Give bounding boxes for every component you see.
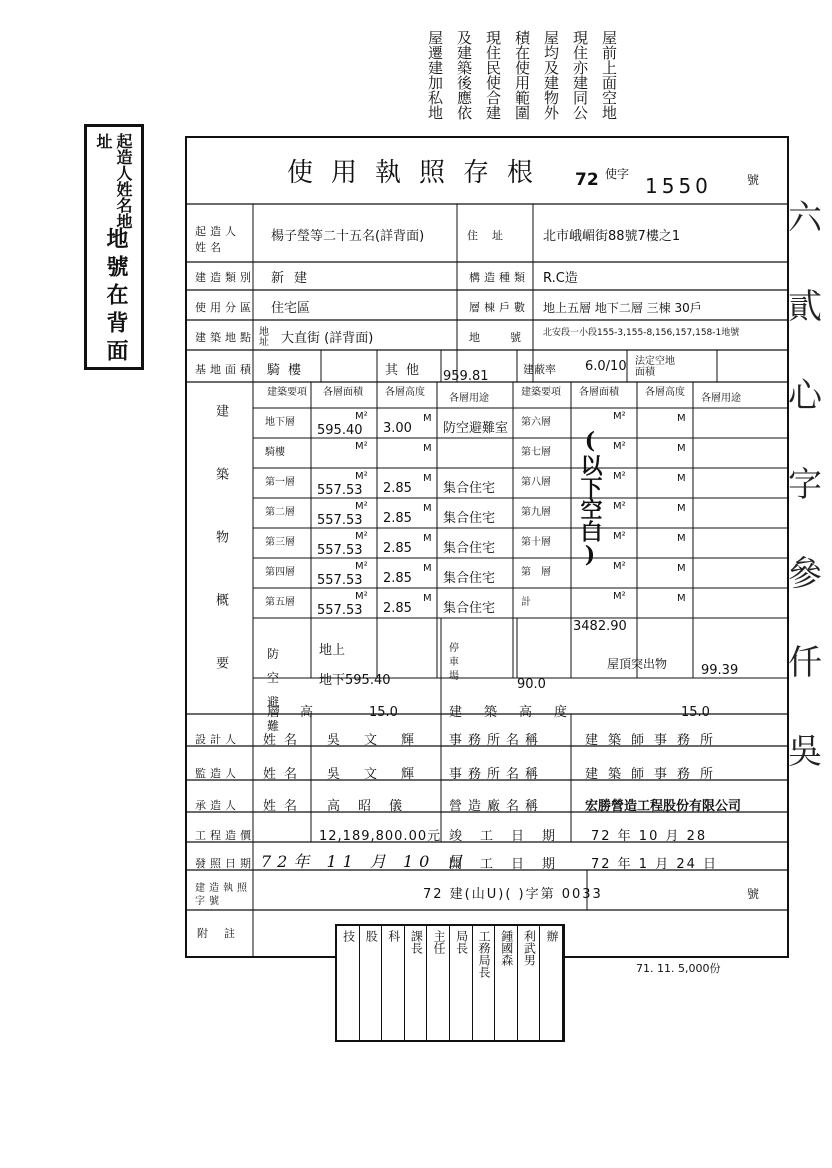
contractor-office: 宏勝營造工程股份有限公司 xyxy=(585,799,742,814)
lot-label: 地號 xyxy=(469,331,551,344)
cost-value: 12,189,800.00元 xyxy=(319,829,442,844)
owner-address-note-box xyxy=(84,124,144,370)
floor-name-2: 第 層 xyxy=(521,567,551,578)
legal-space-label: 法定空地面積 xyxy=(635,356,675,378)
lot-note: 地號在背面 xyxy=(103,227,129,367)
cost-label: 工程造價 xyxy=(195,829,255,842)
floor-name: 第一層 xyxy=(265,477,295,488)
coverage-value: 6.0/10 xyxy=(585,359,627,374)
approval-chop: 科 xyxy=(382,926,405,1040)
approval-chop: 課長 xyxy=(405,926,428,1040)
unit-m2: M² xyxy=(613,531,626,542)
header-item: 建築要項 xyxy=(267,387,307,398)
right-margin-char: 吳 xyxy=(788,732,822,772)
unit-m: M xyxy=(423,473,432,484)
issue-label: 發照日期 xyxy=(195,857,255,870)
floor-area: 557.53 xyxy=(317,573,363,588)
unit-m2: M² xyxy=(613,441,626,452)
unit-m: M xyxy=(423,503,432,514)
unit-m2: M² xyxy=(613,411,626,422)
approval-chop: 股 xyxy=(360,926,383,1040)
building-summary-label: 建築物概要 xyxy=(213,404,228,719)
unit-m: M xyxy=(423,443,432,454)
permit-number: 1550 xyxy=(645,174,712,198)
other-value: 959.81 xyxy=(443,369,489,384)
floor-use: 集合住宅 xyxy=(443,571,496,586)
build-type-label: 建造類別 xyxy=(195,271,255,284)
print-note: 71. 11. 5,000份 xyxy=(636,962,721,975)
zone-label: 使用分區 xyxy=(195,301,255,314)
floor-area: 595.40 xyxy=(317,423,363,438)
designer-name-label: 姓名 xyxy=(263,733,306,748)
structure-value: R.C造 xyxy=(543,271,578,286)
approval-chop: 鍾國森 xyxy=(495,926,518,1040)
floor-name: 第二層 xyxy=(265,507,295,518)
permit-year: 72 xyxy=(575,170,599,190)
owner-label: 起造人姓名 xyxy=(195,225,240,254)
building-height-label: 建築高度 xyxy=(449,705,590,720)
start-date: 72 年 1 月 24 日 xyxy=(591,857,719,872)
unit-m: M xyxy=(677,503,686,514)
top-annotation-line: 現住民使合建 xyxy=(484,30,502,120)
floor-use: 防空避難室 xyxy=(443,421,509,436)
designer-name: 吳文輝 xyxy=(327,733,439,748)
top-annotation-lines xyxy=(296,30,620,126)
header-item-2: 建築要項 xyxy=(521,387,561,398)
approval-chop: 主任 xyxy=(427,926,450,1040)
owner-value: 楊子瑩等二十五名(詳背面) xyxy=(271,229,425,244)
site-address-value: 大直街 (詳背面) xyxy=(281,331,374,346)
floor-height: 2.85 xyxy=(383,601,412,616)
unit-m2: M² xyxy=(355,441,368,452)
supervisor-office-label: 事務所名稱 xyxy=(449,767,545,782)
unit-m2: M² xyxy=(355,501,368,512)
lot-value: 北安段一小段155-3,155-8,156,157,158-1地號 xyxy=(543,328,740,338)
building-height-value: 15.0 xyxy=(681,705,710,720)
designer-office-label: 事務所名稱 xyxy=(449,733,545,748)
riding-label: 騎樓 xyxy=(267,363,310,378)
unit-m2: M² xyxy=(613,561,626,572)
floor-name: 第五層 xyxy=(265,597,295,608)
shelter-label: 防空避難 xyxy=(267,647,280,733)
unit-m: M xyxy=(677,443,686,454)
right-margin-char: 參 xyxy=(788,554,822,594)
top-annotation-line: 積在使用範圍 xyxy=(513,30,531,120)
floor-area: 557.53 xyxy=(317,603,363,618)
floors-label: 層棟戶數 xyxy=(469,301,529,314)
coverage-label: 建蔽率 xyxy=(523,363,556,376)
approval-box xyxy=(335,924,565,1042)
floor-name: 第四層 xyxy=(265,567,295,578)
contractor-office-label: 營造廠名稱 xyxy=(449,799,545,814)
unit-m2: M² xyxy=(355,411,368,422)
build-type-value: 新建 xyxy=(271,271,318,286)
right-margin-char: 仟 xyxy=(788,643,822,683)
right-margin-char: 貳 xyxy=(788,287,822,327)
approval-chop: 局長 xyxy=(450,926,473,1040)
structure-label: 構造種類 xyxy=(469,271,529,284)
right-margin-char: 字 xyxy=(788,465,822,505)
floor-height: 2.85 xyxy=(383,571,412,586)
permit-suffix: 號 xyxy=(747,887,760,901)
permit-number-suffix: 號 xyxy=(747,173,760,187)
total-area-value: 3482.90 xyxy=(573,619,627,634)
contractor-name: 高昭儀 xyxy=(327,799,421,814)
zone-value: 住宅區 xyxy=(271,301,311,316)
unit-m2: M² xyxy=(613,471,626,482)
unit-m: M xyxy=(423,593,432,604)
designer-office: 建築師事務所 xyxy=(585,733,724,748)
header-use: 各層用途 xyxy=(449,393,489,404)
site-label: 建築地點 xyxy=(195,331,255,344)
header-height-2: 各層高度 xyxy=(645,387,685,398)
right-margin-handwriting xyxy=(788,190,828,810)
floor-use: 集合住宅 xyxy=(443,601,496,616)
approval-chop: 辦 xyxy=(540,926,563,1040)
header-height: 各層高度 xyxy=(385,387,425,398)
header-area-2: 各層面積 xyxy=(579,387,619,398)
complete-label: 竣工日期 xyxy=(449,829,574,844)
floor-height: 2.85 xyxy=(383,541,412,556)
top-annotation-line: 屋遷建加私地 xyxy=(426,30,444,120)
issue-date: 72年 11 月 10 日 xyxy=(261,852,469,871)
unit-m: M xyxy=(423,563,432,574)
floor-name: 地下層 xyxy=(265,417,295,428)
unit-m: M xyxy=(423,413,432,424)
unit-m: M xyxy=(677,473,686,484)
unit-m2: M² xyxy=(355,531,368,542)
floors-value: 地上五層 地下二層 三棟 30戶 xyxy=(543,301,702,315)
shelter-below: 地下595.40 xyxy=(319,673,391,688)
unit-m: M xyxy=(677,563,686,574)
shelter-above: 地上 xyxy=(319,643,346,658)
storey-height-label: 層高 xyxy=(267,705,334,720)
floor-height: 3.00 xyxy=(383,421,412,436)
unit-m: M xyxy=(677,593,686,604)
approval-chop: 利武男 xyxy=(518,926,541,1040)
other-label: 其他 xyxy=(385,363,428,378)
unit-m: M xyxy=(677,413,686,424)
unit-m2: M² xyxy=(613,501,626,512)
roof-label: 屋頂突出物 xyxy=(607,657,668,671)
floor-name: 騎樓 xyxy=(265,447,285,458)
complete-date: 72 年 10 月 28 xyxy=(591,829,708,844)
unit-m2: M² xyxy=(613,591,626,602)
header-area: 各層面積 xyxy=(323,387,363,398)
start-label: 開工日期 xyxy=(449,857,574,872)
unit-m2: M² xyxy=(355,471,368,482)
approval-chop: 技 xyxy=(337,926,360,1040)
supervisor-name-label: 姓名 xyxy=(263,767,306,782)
unit-m2: M² xyxy=(355,591,368,602)
top-annotation-line: 屋前上面空地 xyxy=(600,30,618,120)
storey-height-value: 15.0 xyxy=(369,705,398,720)
parking-value: 90.0 xyxy=(517,677,546,692)
base-area-label: 基地面積 xyxy=(195,363,255,376)
floor-name-2: 第六層 xyxy=(521,417,551,428)
floor-use: 集合住宅 xyxy=(443,481,496,496)
top-annotation-line: 屋均及建物外 xyxy=(542,30,560,120)
contractor-label: 承造人 xyxy=(195,799,240,812)
address-label: 住址 xyxy=(467,229,517,242)
top-annotation-line: 現住亦建同公 xyxy=(571,30,589,120)
floor-name-2: 第七層 xyxy=(521,447,551,458)
below-blank-note: (以下空白) xyxy=(577,428,603,568)
floor-height: 2.85 xyxy=(383,481,412,496)
permit-label: 建造執照字號 xyxy=(195,883,251,907)
floor-name-2: 第八層 xyxy=(521,477,551,488)
unit-m2: M² xyxy=(355,561,368,572)
floor-area: 557.53 xyxy=(317,483,363,498)
approval-chop: 工務局長 xyxy=(473,926,496,1040)
address-value: 北市峨嵋街88號7樓之1 xyxy=(543,229,681,244)
right-margin-char: 心 xyxy=(788,376,822,416)
floor-name: 第三層 xyxy=(265,537,295,548)
floor-name-2: 第十層 xyxy=(521,537,551,548)
floor-use: 集合住宅 xyxy=(443,541,496,556)
site-address-label: 地址 xyxy=(259,327,269,348)
owner-address-header: 起造人姓名地址 xyxy=(94,133,133,229)
supervisor-name: 吳文輝 xyxy=(327,767,439,782)
permit-value: 72 建(山U)( )字第 0033 xyxy=(423,887,603,902)
floor-height: 2.85 xyxy=(383,511,412,526)
floor-name-2: 第九層 xyxy=(521,507,551,518)
unit-m: M xyxy=(423,533,432,544)
floor-name-2: 計 xyxy=(521,597,531,608)
parking-label: 停車場 xyxy=(449,643,459,682)
supervisor-office: 建築師事務所 xyxy=(585,767,724,782)
permit-kind: 使字 xyxy=(605,167,630,181)
supervisor-label: 監造人 xyxy=(195,767,240,780)
contractor-name-label: 姓名 xyxy=(263,799,306,814)
remark-label: 附註 xyxy=(197,927,251,940)
floor-use: 集合住宅 xyxy=(443,511,496,526)
header-use-2: 各層用途 xyxy=(701,393,741,404)
designer-label: 設計人 xyxy=(195,733,240,746)
right-margin-char: 六 xyxy=(788,198,822,238)
form-title: 使用執照存根 xyxy=(287,158,552,188)
unit-m: M xyxy=(677,533,686,544)
floor-area: 557.53 xyxy=(317,543,363,558)
top-annotation-line: 及建築後應依 xyxy=(455,30,473,120)
roof-value: 99.39 xyxy=(701,663,739,678)
top-annotation-stamp xyxy=(296,30,620,126)
floor-area: 557.53 xyxy=(317,513,363,528)
